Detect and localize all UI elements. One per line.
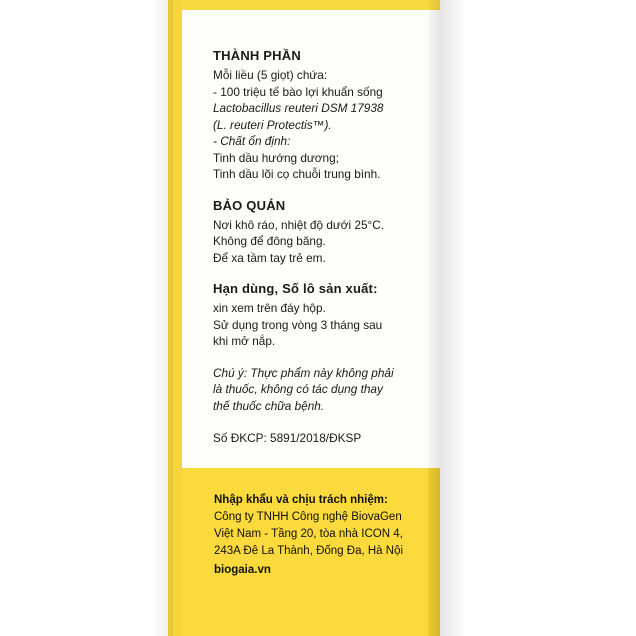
disclaimer-line-3: thế thuốc chữa bệnh. <box>213 398 325 413</box>
ingredients-line-1: Mỗi liều (5 giọt) chứa: <box>213 68 328 82</box>
registration-number: Số ĐKCP: 5891/2018/ĐKSP <box>213 431 362 445</box>
section-expiry-batch-title: Hạn dùng, Số lô sản xuất: <box>213 281 378 296</box>
box-left-fold-shade <box>168 0 173 636</box>
section-expiry-batch <box>213 281 425 350</box>
ingredients-line-3: Lactobacillus reuteri DSM 17938 <box>213 101 384 115</box>
section-ingredients <box>213 48 425 183</box>
ingredients-line-7: Tinh dầu lõi cọ chuỗi trung bình. <box>213 167 381 181</box>
storage-line-2: Không để đông băng. <box>213 234 326 248</box>
information-panel <box>213 48 425 447</box>
section-ingredients-title: THÀNH PHẦN <box>213 48 301 63</box>
disclaimer-note <box>213 365 425 415</box>
importer-heading: Nhập khẩu và chịu trách nhiệm: <box>214 494 388 506</box>
importer-line-1: Công ty TNHH Công nghệ BiovaGen <box>214 511 402 523</box>
ingredients-line-5: - Chất ổn định: <box>213 134 291 148</box>
box-top-yellow-band <box>182 0 440 10</box>
storage-line-3: Để xa tầm tay trẻ em. <box>213 250 326 265</box>
right-shadow <box>440 0 466 636</box>
ingredients-line-6: Tinh dầu hướng dương; <box>213 150 339 165</box>
expiry-line-1: xin xem trên đáy hộp. <box>213 301 326 315</box>
website-url[interactable]: biogaia.vn <box>214 564 271 576</box>
expiry-line-2: Sử dụng trong vòng 3 tháng sau <box>213 317 383 332</box>
section-storage <box>213 198 425 267</box>
expiry-line-3: khi mở nắp. <box>213 334 276 348</box>
storage-line-1: Nơi khô ráo, nhiệt độ dưới 25°C. <box>213 217 385 232</box>
ingredients-line-2: - 100 triệu tế bào lợi khuẩn sống <box>213 84 383 99</box>
ingredients-line-4: (L. reuteri Protectis™). <box>213 117 332 132</box>
disclaimer-line-2: là thuốc, không có tác dụng thay <box>213 382 383 396</box>
importer-info <box>214 492 430 579</box>
left-shadow <box>150 0 168 636</box>
importer-line-2: Việt Nam - Tầng 20, tòa nhà ICON 4, <box>214 528 403 540</box>
section-storage-title: BẢO QUẢN <box>213 197 286 213</box>
disclaimer-line-1: Chú ý: Thực phẩm này không phải <box>213 365 394 380</box>
importer-line-3: 243A Đê La Thành, Đống Đa, Hà Nội <box>214 545 404 557</box>
